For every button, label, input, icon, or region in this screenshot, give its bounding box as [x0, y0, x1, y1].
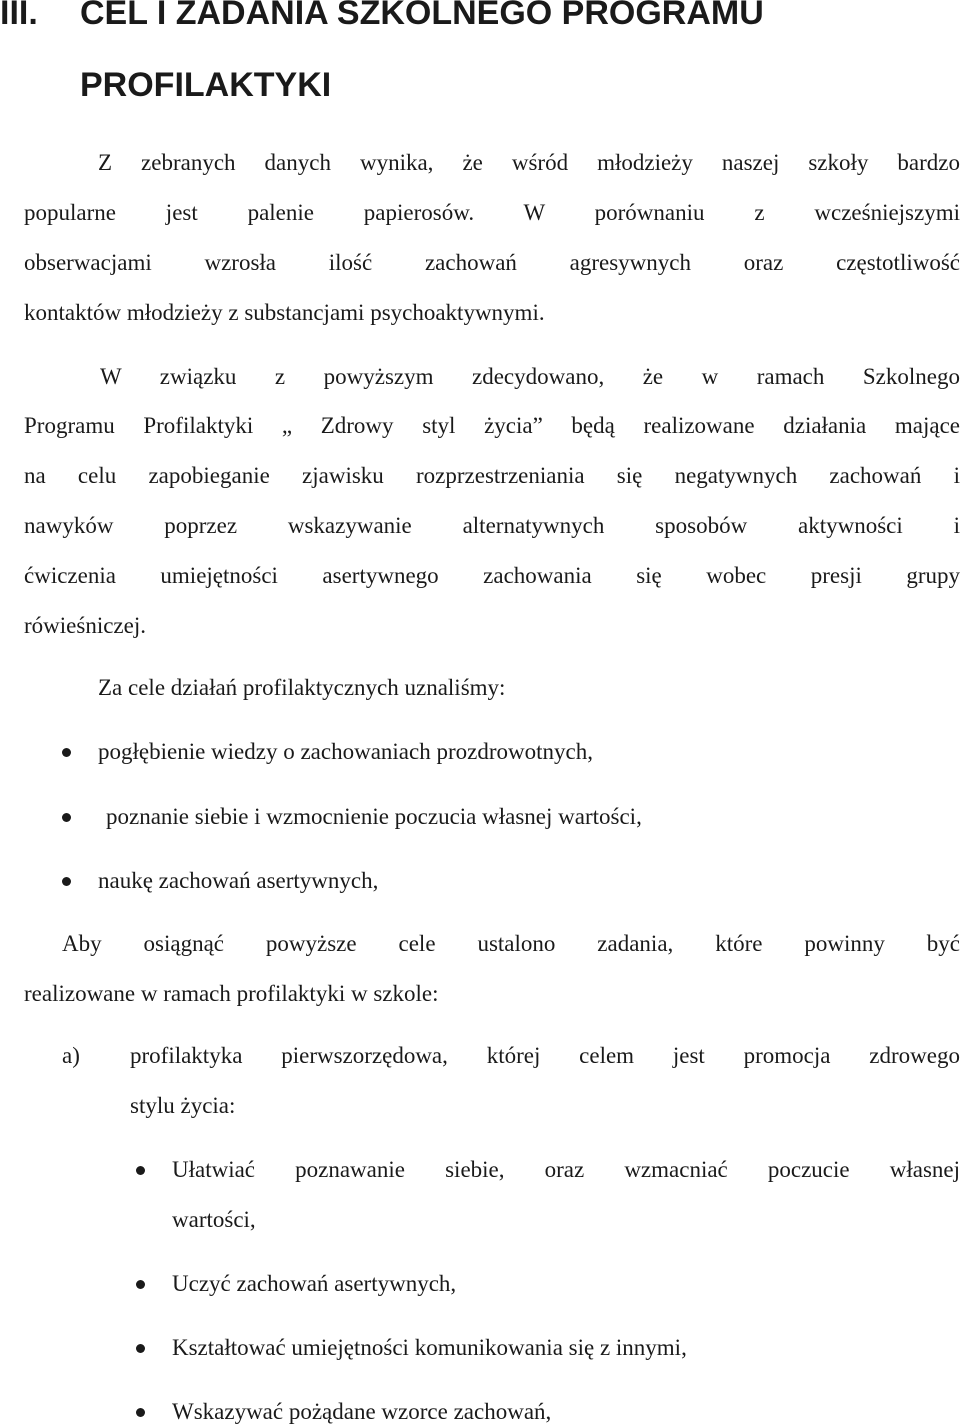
bullet-icon: [136, 1166, 145, 1175]
bullet-icon: [136, 1408, 145, 1417]
sub-item-1-line-1: Ułatwiać poznawanie siebie, oraz wzmacniać poczucie własnej: [172, 1157, 960, 1182]
paragraph-1-line-2: popularne jest palenie papierosów. W porównaniu z wcześniejszymi: [24, 200, 960, 225]
goal-item-2: poznanie siebie i wzmocnienie poczucia własnej wartości,: [106, 804, 642, 829]
goal-item-3: naukę zachowań asertywnych,: [98, 868, 379, 893]
paragraph-2-line-3: na celu zapobieganie zjawisku rozprzestrzeniania się negatywnych zachowań i: [24, 463, 960, 488]
tasks-intro-line-1: Aby osiągnąć powyższe cele ustalono zadania, które powinny być: [62, 931, 960, 956]
paragraph-1-line-4: kontaktów młodzieży z substancjami psychoaktywnymi.: [24, 300, 545, 325]
goals-intro: Za cele działań profilaktycznych uznaliśmy:: [98, 675, 506, 700]
paragraph-2-line-4: nawyków poprzez wskazywanie alternatywnych sposobów aktywności i: [24, 513, 960, 538]
tasks-intro-line-2: realizowane w ramach profilaktyki w szkole:: [24, 981, 439, 1006]
paragraph-1-line-3: obserwacjami wzrosła ilość zachowań agresywnych oraz częstotliwość: [24, 250, 960, 275]
bullet-icon: [62, 877, 71, 886]
item-a-line-2: stylu życia:: [130, 1093, 236, 1118]
bullet-icon: [136, 1280, 145, 1289]
sub-item-1-line-2: wartości,: [172, 1207, 256, 1232]
section-title-line-1: CEL I ZADANIA SZKOLNEGO PROGRAMU: [80, 0, 764, 32]
paragraph-2-line-1: W związku z powyższym zdecydowano, że w ramach Szkolnego: [100, 364, 960, 389]
paragraph-2-line-5: ćwiczenia umiejętności asertywnego zachowania się wobec presji grupy: [24, 563, 960, 588]
sub-item-3: Kształtować umiejętności komunikowania się z innymi,: [172, 1335, 687, 1360]
paragraph-2-line-6: rówieśniczej.: [24, 613, 146, 638]
section-number: III.: [0, 0, 38, 32]
item-a-marker: a): [62, 1043, 80, 1068]
paragraph-2-line-2: Programu Profilaktyki „ Zdrowy styl życia” będą realizowane działania mające: [24, 413, 960, 438]
sub-item-2: Uczyć zachowań asertywnych,: [172, 1271, 457, 1296]
bullet-icon: [136, 1344, 145, 1353]
bullet-icon: [62, 813, 71, 822]
sub-item-4: Wskazywać pożądane wzorce zachowań,: [172, 1399, 552, 1424]
item-a-line-1: profilaktyka pierwszorzędowa, której celem jest promocja zdrowego: [130, 1043, 960, 1068]
section-title-line-2: PROFILAKTYKI: [80, 66, 332, 104]
goal-item-1: pogłębienie wiedzy o zachowaniach prozdrowotnych,: [98, 739, 593, 764]
paragraph-1-line-1: Z zebranych danych wynika, że wśród młodzieży naszej szkoły bardzo: [98, 150, 960, 175]
bullet-icon: [62, 748, 71, 757]
